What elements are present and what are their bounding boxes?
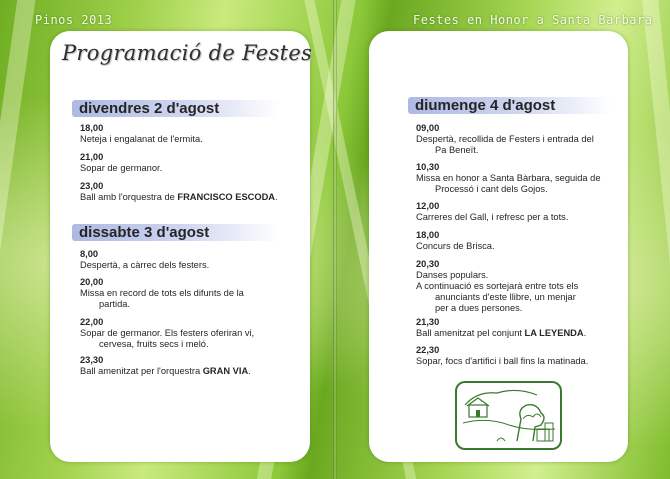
event-item [416, 230, 495, 252]
event-time: 18,00 [80, 123, 104, 133]
event-item [416, 345, 588, 367]
event-text [416, 328, 586, 339]
band-name: LA LEYENDA [524, 328, 584, 338]
event-text: Concurs de Brisca. [416, 241, 495, 251]
event-text [80, 366, 251, 377]
event-time: 22,00 [80, 317, 104, 327]
band-name: FRANCISCO ESCODA [177, 192, 276, 202]
event-text: Missa en honor a Santa Bàrbara, seguida de [416, 173, 601, 183]
event-text: A continuació es sortejarà entre tots els [416, 281, 579, 291]
event-text: Carreres del Gall, i refresc per a tots. [416, 212, 569, 222]
event-time: 22,30 [416, 345, 440, 355]
event-time: 21,00 [80, 152, 104, 162]
event-time: 21,30 [416, 317, 440, 327]
event-text: Despertà, a càrrec dels festers. [80, 260, 210, 270]
day-heading-saturday: dissabte 3 d'agost [72, 224, 279, 241]
event-text: Despertà, recollida de Festers i entrada del [416, 134, 594, 144]
event-time: 23,30 [80, 355, 104, 365]
event-time: 8,00 [80, 249, 99, 259]
ermita-logo-icon [455, 381, 562, 450]
event-item [80, 181, 278, 203]
event-text: Sopar, focs d'artifici i ball fins la matinada. [416, 356, 589, 366]
event-item [80, 355, 251, 377]
left-page-card [50, 31, 313, 462]
event-item [80, 249, 209, 271]
event-item [416, 162, 601, 195]
event-item [416, 259, 578, 314]
event-text: partida. [99, 299, 131, 309]
light-streak [640, 0, 670, 479]
event-time: 09,00 [416, 123, 440, 133]
page-fold [333, 0, 337, 479]
logo-drawing [457, 383, 560, 448]
light-streak [0, 0, 38, 479]
event-time: 12,00 [416, 201, 440, 211]
event-text: Sopar de germanor. [80, 163, 163, 173]
event-text-part: Ball amenitzat pel conjunt [416, 328, 525, 338]
band-name: GRAN VIA [202, 366, 249, 376]
event-item [80, 123, 203, 145]
event-text: Danses populars. [416, 270, 489, 280]
event-time: 20,30 [416, 259, 440, 269]
day-heading-friday: divendres 2 d'agost [72, 100, 279, 117]
day-heading-sunday: diumenge 4 d'agost [408, 97, 611, 114]
event-text-part: Ball amb l'orquestra de [80, 192, 178, 202]
event-text: Processó i cant dels Gojos. [435, 184, 548, 194]
event-text: anunciants d'este llibre, un menjar [435, 292, 576, 302]
event-text: cervesa, fruits secs i meló. [99, 339, 209, 349]
event-text: Pa Beneït. [435, 145, 479, 155]
event-time: 10,30 [416, 162, 440, 172]
event-item [416, 201, 568, 223]
event-text: Missa en record de tots els difunts de la [80, 288, 244, 298]
event-item [416, 123, 594, 156]
event-item [80, 152, 162, 174]
event-item [80, 277, 244, 310]
event-item [416, 317, 586, 339]
event-text: Sopar de germanor. Els festers oferiran vi, [80, 328, 255, 338]
event-text: Neteja i engalanat de l'ermita. [80, 134, 203, 144]
page-title: Programació de Festes [62, 41, 313, 65]
event-text [80, 192, 278, 203]
event-time: 18,00 [416, 230, 440, 240]
event-text-end: . [248, 366, 251, 376]
event-time: 20,00 [80, 277, 104, 287]
event-text-end: . [583, 328, 587, 338]
event-time: 23,00 [80, 181, 104, 191]
event-text-part: Ball amenitzat per l'orquestra [80, 366, 203, 376]
header-right: Festes en Honor a Santa Bàrbara [413, 13, 653, 27]
header-left: Pinos 2013 [35, 13, 113, 27]
event-text: per a dues persones. [435, 303, 523, 313]
event-text-end: . [275, 192, 278, 202]
event-item [80, 317, 254, 350]
